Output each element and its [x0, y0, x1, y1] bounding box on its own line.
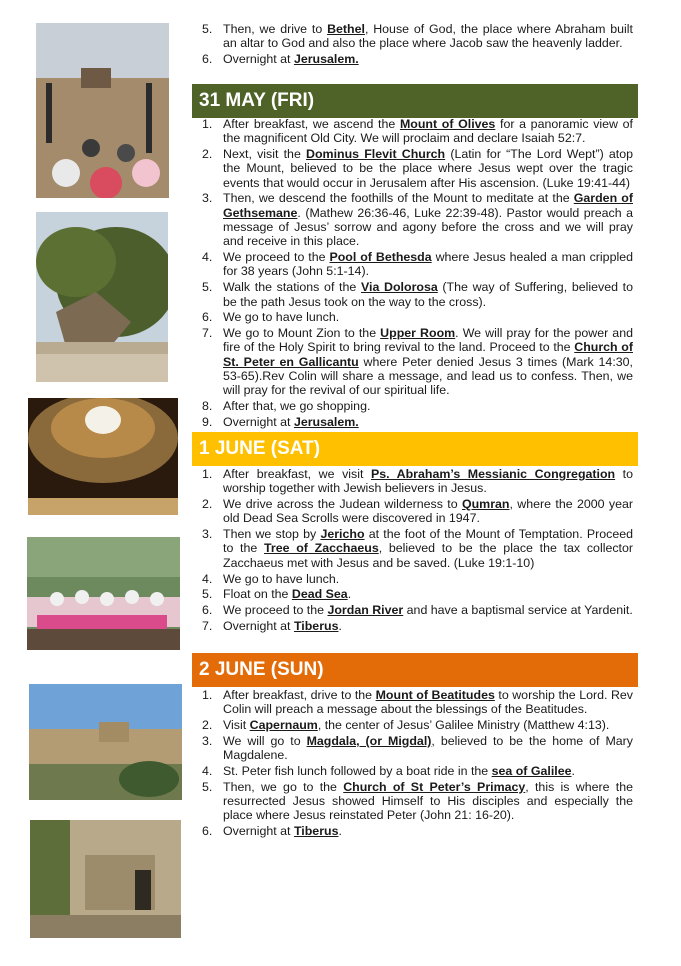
item-text: at the foot of the Mount of Temptation. Proceed to the [223, 527, 634, 556]
item-number: 1. [202, 117, 213, 131]
item-text: After breakfast, drive to the [223, 688, 376, 702]
item-number: 6. [202, 52, 213, 67]
itinerary-item [193, 619, 633, 633]
item-number: 2. [202, 147, 213, 162]
item-text: and have a baptismal service at Yardenit. [403, 603, 633, 618]
place-name: Pool of Bethesda [329, 250, 432, 265]
item-text: After breakfast, we visit [223, 467, 371, 481]
itinerary-item [193, 603, 633, 617]
item-text: Then, we drive to [223, 22, 328, 36]
photo-olive-tree [36, 212, 168, 382]
item-number: 8. [202, 399, 213, 414]
header-31-may: 31 MAY (FRI) [192, 84, 638, 118]
item-text: Walk the stations of the [223, 280, 361, 295]
itinerary-item [193, 191, 633, 248]
item-text: . [338, 618, 342, 633]
itinerary-item [193, 572, 633, 586]
itinerary-item [193, 22, 633, 51]
item-text: We go to Mount Zion to the [223, 326, 381, 341]
place-name: Jordan River [327, 603, 404, 618]
item-text: Overnight at [223, 618, 294, 633]
itinerary-item [193, 415, 633, 429]
photo-hall-of-names [28, 398, 178, 515]
item-text: Next, visit the [223, 147, 307, 162]
item-text: Visit [223, 718, 250, 733]
item-text: We go to have lunch. [223, 310, 340, 325]
item-text: for a panoramic view of the magnificent Old City. We will proclaim and declare Isaiah 52:7. [223, 117, 633, 146]
item-number: 1. [202, 688, 213, 702]
itinerary-item [193, 117, 633, 146]
item-number: 3. [202, 527, 213, 542]
item-number: 6. [202, 310, 213, 325]
item-text: (Latin for “The Lord Wept”) atop the Mount, believed to be the place where Jesus wept over the tragic events that would occur in Jerusalem after His ascension. (Luke 19:41-44) [223, 147, 634, 190]
item-text: . [347, 587, 352, 602]
itinerary-item [193, 250, 633, 279]
itinerary-item [193, 399, 633, 413]
item-number: 5. [202, 280, 213, 295]
itinerary-item [193, 326, 633, 397]
item-text: . (Mathew 26:36-46, Luke 22:39-48). Pastor would preach a message of Jesus’ sorrow and agony before the cross and we will pray and receive in this place. [223, 205, 633, 249]
itinerary-item [193, 764, 633, 778]
item-number: 9. [202, 414, 213, 429]
item-text: Then, we descend the foothills of the Mount to meditate at the [223, 191, 574, 206]
itinerary-item [193, 147, 633, 190]
item-number: 4. [202, 571, 213, 586]
item-text: St. Peter fish lunch followed by a boat ride in the [223, 763, 492, 778]
place-name: Tree of Zacchaeus [264, 541, 379, 556]
item-number: 1. [202, 467, 213, 481]
item-text: where Jesus healed a man crippled for 38 years (John 5:1-14). [223, 250, 633, 279]
place-name: Dominus Flevit Church [306, 147, 446, 162]
place-name: Garden of Gethsemane [223, 191, 633, 220]
item-text: After breakfast, we ascend the [223, 117, 400, 131]
place-name: Bethel [327, 22, 365, 36]
photo-city-wall [29, 684, 182, 800]
place-name: Mount of Beatitudes [375, 688, 495, 702]
item-text: , the center of Jesus’ Galilee Ministry (Matthew 4:13). [317, 718, 610, 733]
photo-garden-tomb [30, 820, 181, 938]
item-number: 4. [202, 250, 213, 265]
item-number: 7. [202, 326, 213, 341]
item-text: (The way of Suffering, believed to be the path Jesus took on the way to the cross). [223, 280, 633, 309]
item-text: Then we stop by [223, 527, 321, 542]
place-name: Jerusalem. [293, 52, 359, 67]
place-name: Upper Room [380, 326, 456, 341]
place-name: Via Dolorosa [360, 280, 438, 295]
item-number: 4. [202, 763, 213, 778]
item-number: 6. [202, 824, 213, 839]
item-text: , believed to be the place the tax collector Zacchaeus met with Jesus and be saved. (Luke 19:1-10) [223, 541, 633, 570]
item-text: Float on the [223, 587, 292, 602]
item-number: 7. [202, 618, 213, 633]
place-name: sea of Galilee [491, 763, 572, 778]
item-text: We drive across the Judean wilderness to [223, 497, 462, 512]
itinerary-item [193, 310, 633, 324]
photo-group-jordan [27, 537, 180, 650]
item-number: 5. [202, 587, 213, 602]
item-text: . [571, 763, 575, 778]
item-text: Then, we go to the [223, 779, 344, 794]
item-text: , where the 2000 year old Dead Sea Scrolls were discovered in 1947. [223, 497, 633, 526]
itinerary-item [193, 587, 633, 601]
place-name: Qumran [461, 497, 510, 512]
itinerary-item [193, 52, 633, 66]
item-number: 2. [202, 497, 213, 512]
item-number: 2. [202, 718, 213, 733]
itinerary-item [193, 718, 633, 732]
item-number: 3. [202, 191, 213, 206]
itinerary-item [193, 780, 633, 823]
itinerary-item [193, 497, 633, 526]
item-text: where Peter denied Jesus 3 times (Mark 14:30, 53-65).Rev Colin will share a message, and lead us to confess. Then, we will pray for the revival of our spiritual life. [223, 354, 633, 398]
item-text: After that, we go shopping. [223, 399, 371, 414]
place-name: Jerusalem. [293, 414, 359, 429]
place-name: Jericho [320, 527, 365, 542]
item-text: Overnight at [223, 824, 294, 839]
item-text: . We will pray for the power and fire of the Holy Spirit to bring revival to the land. Proceed to the [223, 326, 633, 355]
place-name: Tiberus [293, 618, 339, 633]
item-number: 3. [202, 733, 213, 748]
item-text: , House of God, the place where Abraham built an altar to God and also the place where Jacob saw the heavenly ladder. [223, 22, 633, 51]
list-1-june [193, 467, 633, 635]
item-text: We proceed to the [223, 603, 328, 618]
place-name: Church of St. Peter en Gallicantu [223, 340, 633, 369]
header-1-june: 1 JUNE (SAT) [192, 432, 638, 466]
item-text: We will go to [223, 733, 307, 748]
item-number: 6. [202, 603, 213, 618]
itinerary-item [193, 280, 633, 309]
item-text: Overnight at [223, 52, 294, 67]
place-name: Mount of Olives [399, 117, 496, 131]
itinerary-item [193, 734, 633, 763]
place-name: Church of St Peter’s Primacy [343, 779, 526, 794]
itinerary-item [193, 467, 633, 496]
item-text: to worship together with Jewish believers in Jesus. [223, 467, 633, 496]
item-text: , this is where the resurrected Jesus showed Himself to His disciples and especially the place where Jesus reinstated Peter (John 21: 16-20). [223, 779, 633, 823]
item-text: . [338, 824, 342, 839]
item-number: 5. [202, 22, 213, 36]
photo-crowd-site [36, 23, 169, 198]
item-text: We go to have lunch. [223, 571, 340, 586]
place-name: Capernaum [249, 718, 318, 733]
list-31-may [193, 117, 633, 431]
itinerary-item [193, 824, 633, 838]
place-name: Dead Sea [291, 587, 348, 602]
item-number: 5. [202, 779, 213, 794]
header-2-june: 2 JUNE (SUN) [192, 653, 638, 687]
place-name: Magdala, (or Migdal) [306, 733, 432, 748]
place-name: Tiberus [293, 824, 339, 839]
itinerary-item [193, 688, 633, 717]
list-top [193, 22, 633, 68]
list-2-june [193, 688, 633, 840]
item-text: , believed to be the home of Mary Magdalene. [223, 733, 633, 763]
item-text: to worship the Lord. Rev Colin will preach a message about the blessings of the Beatitudes. [223, 688, 633, 717]
item-text: Overnight at [223, 414, 294, 429]
item-text: We proceed to the [223, 250, 330, 265]
place-name: Ps. Abraham’s Messianic Congregation [370, 467, 616, 481]
itinerary-item [193, 527, 633, 570]
